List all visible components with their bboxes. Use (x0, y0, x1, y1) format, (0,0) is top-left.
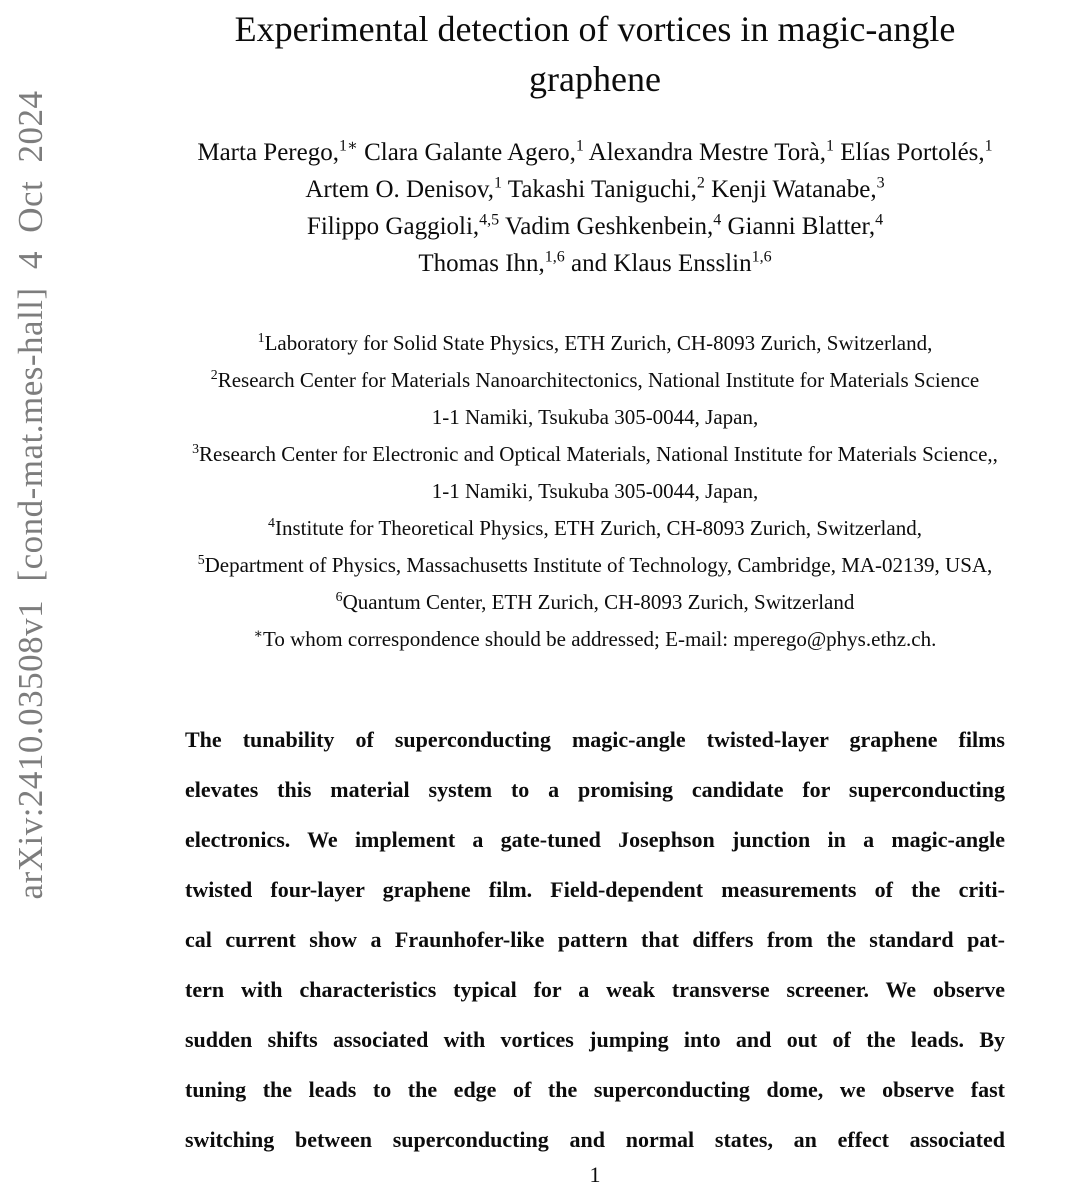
page-number: 1 (589, 1162, 601, 1187)
author-name: and Klaus Ensslin (564, 250, 752, 277)
author-name: Alexandra Mestre Torà, (583, 139, 826, 166)
affiliation-text: Research Center for Materials Nanoarchitectonics, National Institute for Materials Science (217, 368, 980, 392)
author-affiliation-superscript: 4,5 (479, 211, 500, 229)
author-name: Thomas Ihn, (418, 250, 545, 277)
author-name: Takashi Taniguchi, (502, 176, 697, 203)
author-name: Clara Galante Agero, (357, 139, 576, 166)
abstract-line: electronics. We implement a gate-tuned Josephson junction in a magic-angle (185, 827, 1005, 852)
arxiv-watermark: arXiv:2410.03508v1 [cond-mat.mes-hall] 4 Oct 2024 (11, 90, 50, 900)
author-line (100, 245, 1090, 282)
author-name: Filippo Gaggioli, (306, 213, 480, 240)
abstract-line: twisted four-layer graphene film. Field-dependent measurements of the criti- (185, 877, 1005, 902)
abstract-block (185, 715, 1005, 1165)
author-affiliation-superscript: 1 (984, 137, 993, 155)
abstract-line: tern with characteristics typical for a weak transverse screener. We observe (185, 977, 1005, 1002)
affiliation-line (100, 399, 1090, 436)
author-line (100, 134, 1090, 171)
abstract-line: cal current show a Fraunhofer-like pattern that differs from the standard pat- (185, 927, 1005, 952)
affiliation-number-superscript: 3 (192, 441, 200, 456)
affiliation-number-superscript: 6 (335, 589, 343, 604)
author-affiliation-superscript: 1,6 (751, 248, 772, 266)
affiliation-text: Institute for Theoretical Physics, ETH Zurich, CH-8093 Zurich, Switzerland, (274, 516, 922, 540)
author-affiliation-superscript: 4 (875, 211, 884, 229)
author-affiliation-superscript: 4 (713, 211, 722, 229)
abstract-line: elevates this material system to a promising candidate for superconducting (185, 777, 1005, 802)
affiliation-line (100, 362, 1090, 399)
author-line (100, 171, 1090, 208)
affiliation-line (100, 473, 1090, 510)
affiliation-text: 1-1 Namiki, Tsukuba 305-0044, Japan, (431, 479, 759, 503)
author-affiliation-superscript: 1 (825, 137, 834, 155)
affiliation-number-superscript: 2 (210, 367, 218, 382)
abstract-line: tuning the leads to the edge of the superconducting dome, we observe fast (185, 1077, 1005, 1102)
affiliation-line (100, 510, 1090, 547)
affiliation-block (100, 325, 1090, 658)
author-affiliation-superscript: 1 (575, 137, 584, 155)
author-block (100, 134, 1090, 282)
paper-title-line-2: graphene (529, 59, 661, 99)
abstract-line: sudden shifts associated with vortices jumping into and out of the leads. By (185, 1027, 1005, 1052)
abstract-line: switching between superconducting and normal states, an effect associated (185, 1127, 1005, 1152)
author-name: Vadim Geshkenbein, (499, 213, 714, 240)
affiliation-text: 1-1 Namiki, Tsukuba 305-0044, Japan, (431, 405, 759, 429)
affiliation-line (100, 325, 1090, 362)
author-line (100, 208, 1090, 245)
author-affiliation-superscript: 1,6 (544, 248, 565, 266)
affiliation-number-superscript: 5 (197, 552, 205, 567)
paper-content (100, 0, 1090, 1165)
author-affiliation-superscript: 2 (696, 174, 705, 192)
paper-title-line-1: Experimental detection of vortices in magic-angle (234, 9, 956, 49)
affiliation-text: Quantum Center, ETH Zurich, CH-8093 Zurich, Switzerland (342, 590, 855, 614)
affiliation-number-superscript: 4 (268, 515, 275, 530)
affiliation-number-superscript: 1 (257, 330, 265, 345)
affiliation-line (100, 621, 1090, 658)
paper-title (100, 0, 1090, 104)
affiliation-line (100, 584, 1090, 621)
author-name: Artem O. Denisov, (305, 176, 494, 203)
affiliation-text: Department of Physics, Massachusetts Institute of Technology, Cambridge, MA-02139, USA, (204, 553, 993, 577)
author-name: Marta Perego, (197, 139, 339, 166)
author-name: Gianni Blatter, (721, 213, 876, 240)
affiliation-text: Laboratory for Solid State Physics, ETH Zurich, CH-8093 Zurich, Switzerland, (264, 331, 933, 355)
author-affiliation-superscript: 1 (494, 174, 502, 192)
affiliation-line (100, 547, 1090, 584)
author-name: Kenji Watanabe, (704, 176, 877, 203)
author-affiliation-superscript: 3 (876, 174, 885, 192)
abstract-line: The tunability of superconducting magic-angle twisted-layer graphene films (185, 727, 1005, 752)
affiliation-number-superscript: ∗ (253, 626, 264, 641)
affiliation-text: Research Center for Electronic and Optical Materials, National Institute for Materials Science,, (199, 442, 998, 466)
author-affiliation-superscript: 1∗ (338, 137, 358, 155)
author-name: Elías Portolés, (833, 139, 985, 166)
affiliation-line (100, 436, 1090, 473)
affiliation-text: To whom correspondence should be addressed; E-mail: mperego@phys.ethz.ch. (263, 627, 937, 651)
